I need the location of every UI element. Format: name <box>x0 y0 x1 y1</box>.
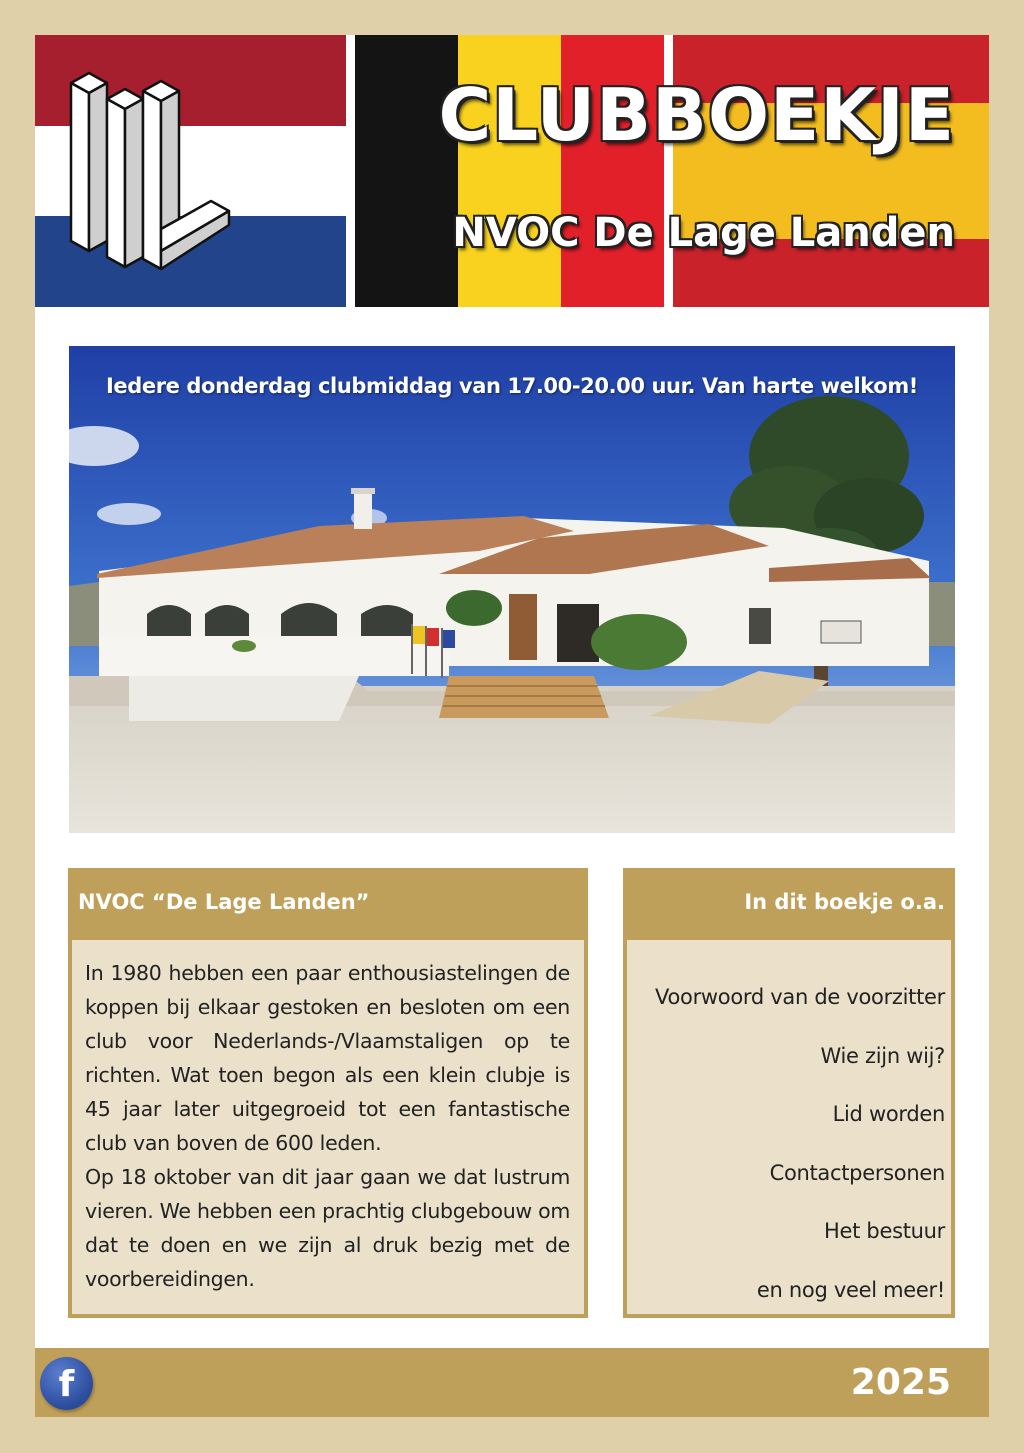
toc-item: Contactpersonen <box>769 1160 945 1185</box>
club-name-subtitle: NVOC De Lage Landen <box>452 210 955 256</box>
header-banner <box>35 35 989 307</box>
toc-item: en nog veel meer! <box>756 1277 945 1302</box>
brochure-page <box>35 35 989 1417</box>
footer-bar <box>35 1348 989 1417</box>
edition-year: 2025 <box>850 1362 951 1403</box>
toc-item: Wie zijn wij? <box>820 1043 945 1068</box>
contents-box <box>623 868 955 1318</box>
about-paragraph-2: Op 18 oktober van dit jaar gaan we dat lustrum vieren. We hebben een prachtig clubgebouw om dat te doen en we zijn al druk bezig met de voorbereidingen. <box>85 1165 571 1291</box>
toc-item: Het bestuur <box>824 1219 945 1244</box>
about-paragraph-1: In 1980 hebben een paar enthousiastelingen de koppen bij elkaar gestoken en besloten om een club voor Nederlands-/Vlaamstaligen op te richten. Wat toen begon als een klein clubje is 45 jaar later uitgegroeid tot een fantastische club van boven de 600 leden. <box>85 961 570 1155</box>
clubday-announcement: Iedere donderdag clubmiddag van 17.00-20.00 uur. Van harte welkom! <box>105 374 918 398</box>
clubhouse-photo <box>69 346 955 833</box>
contents-heading: In dit boekje o.a. <box>744 890 945 914</box>
toc-item: Voorwoord van de voorzitter <box>655 985 945 1009</box>
about-box <box>68 868 588 1318</box>
toc-item: Lid worden <box>832 1102 945 1127</box>
contents-body <box>627 940 951 1314</box>
about-heading: NVOC “De Lage Landen” <box>78 890 370 914</box>
brochure-title: CLUBBOEKJE <box>438 73 955 157</box>
nvoc-logo-icon <box>65 69 235 275</box>
facebook-icon[interactable]: f <box>40 1357 93 1410</box>
about-body <box>72 940 584 1314</box>
